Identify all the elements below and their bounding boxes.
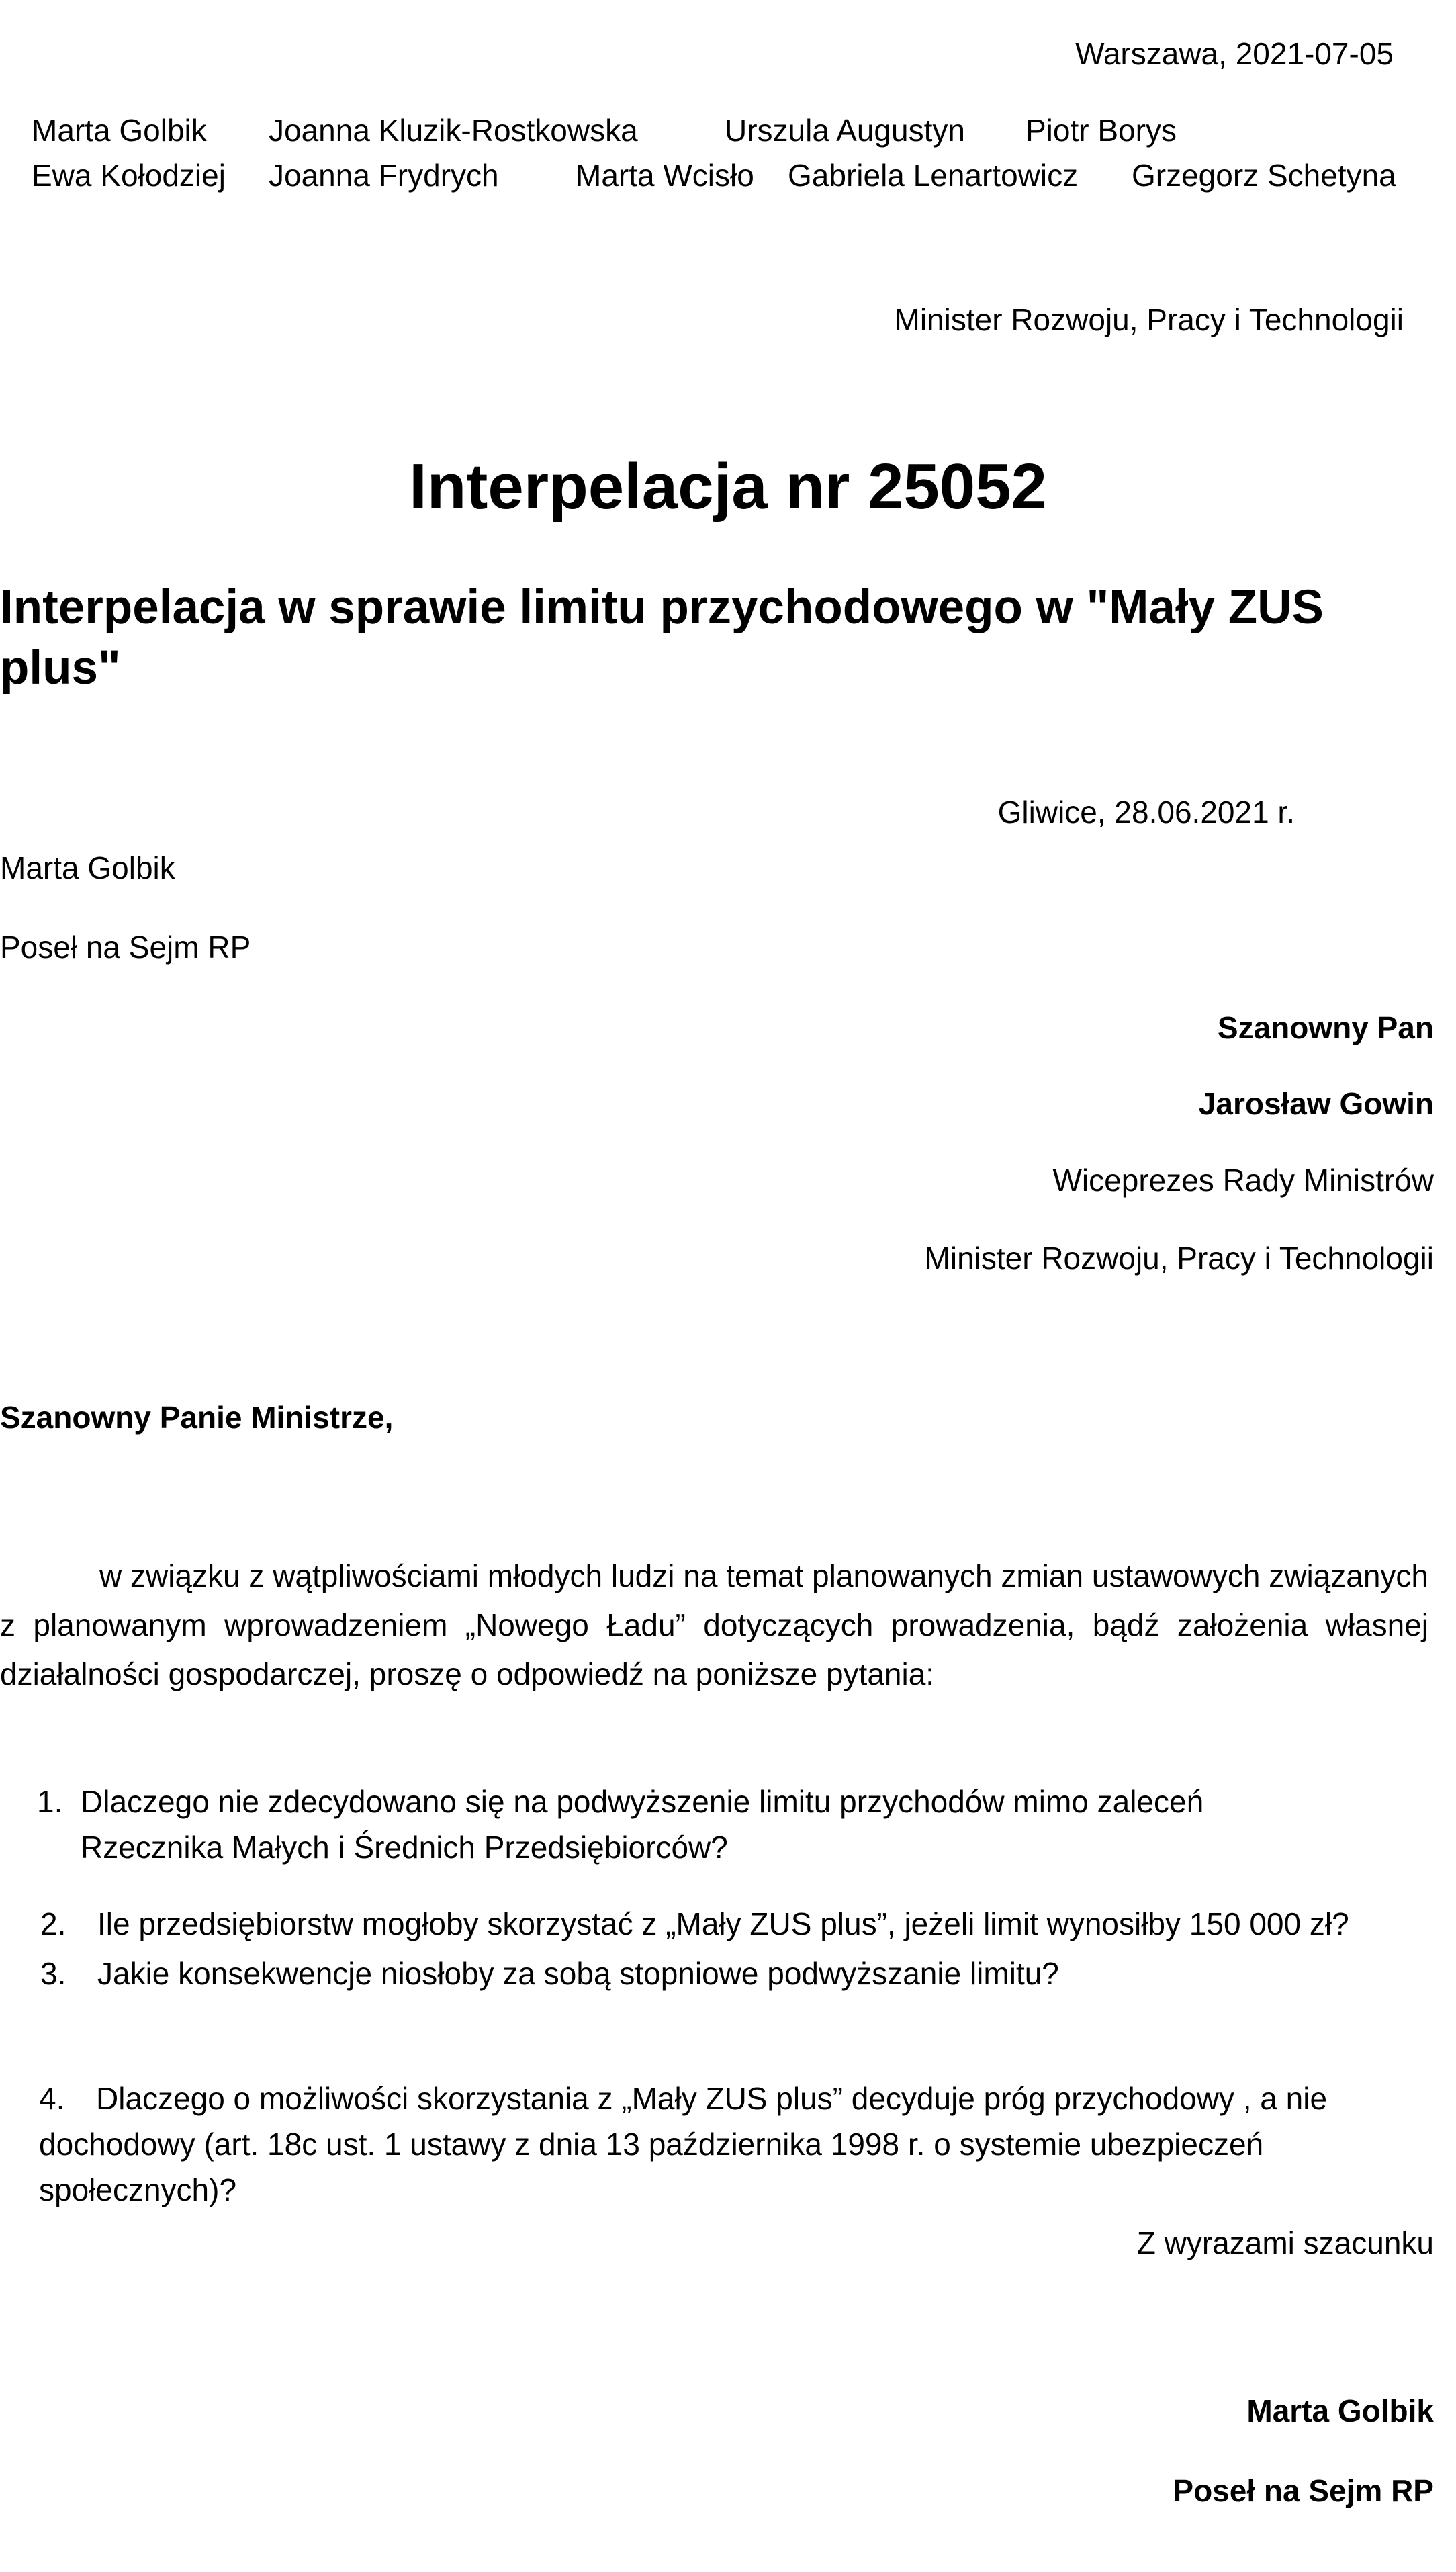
question-text: Jakie konsekwencje niosłoby za sobą stopniowe podwyższanie limitu? — [97, 1956, 1059, 1991]
question-number: 4. — [39, 2081, 65, 2116]
question-text: Dlaczego o możliwości skorzystania z „Mały ZUS plus” decyduje próg przychodowy , a nie — [96, 2081, 1328, 2116]
question-text: społecznych)? — [39, 2172, 237, 2207]
sender-name: Marta Golbik — [0, 850, 175, 885]
header-place-date: Warszawa, 2021-07-05 — [1075, 36, 1394, 71]
recipient-salutation: Szanowny Pan — [1217, 1010, 1434, 1045]
page-title: Interpelacja nr 25052 — [409, 451, 1047, 523]
recipient-role: Wiceprezes Rady Ministrów — [1052, 1163, 1434, 1198]
question-number: 3. — [40, 1956, 66, 1991]
author-name: Joanna Kluzik-Rostkowska — [269, 113, 638, 148]
author-name: Urszula Augustyn — [725, 113, 965, 148]
signature-name: Marta Golbik — [1246, 2393, 1434, 2428]
author-name: Grzegorz Schetyna — [1132, 158, 1396, 193]
addressee: Minister Rozwoju, Pracy i Technologii — [894, 302, 1404, 337]
greeting: Szanowny Panie Ministrze, — [0, 1400, 394, 1435]
author-name: Marta Golbik — [32, 113, 207, 148]
recipient-name: Jarosław Gowin — [1198, 1086, 1434, 1121]
author-name: Piotr Borys — [1026, 113, 1177, 148]
author-name: Joanna Frydrych — [269, 158, 499, 193]
closing: Z wyrazami szacunku — [1136, 2225, 1434, 2260]
author-name: Marta Wcisło — [576, 158, 754, 193]
author-name: Gabriela Lenartowicz — [788, 158, 1079, 193]
question-text: dochodowy (art. 18c ust. 1 ustawy z dnia 13 października 1998 r. o systemie ubezpieczeń — [39, 2127, 1264, 2162]
question-number: 1. — [37, 1784, 63, 1819]
question-text: Rzecznika Małych i Średnich Przedsiębiorców? — [81, 1830, 728, 1865]
recipient-role: Minister Rozwoju, Pracy i Technologii — [924, 1241, 1434, 1276]
letter-place-date: Gliwice, 28.06.2021 r. — [997, 795, 1295, 830]
question-number: 2. — [40, 1906, 66, 1941]
author-name: Ewa Kołodziej — [32, 158, 226, 193]
question-text: Dlaczego nie zdecydowano się na podwyższenie limitu przychodów mimo zaleceń — [81, 1784, 1204, 1819]
sender-role: Poseł na Sejm RP — [0, 930, 251, 965]
question-text: Ile przedsiębiorstw mogłoby skorzystać z „Mały ZUS plus”, jeżeli limit wynosiłby 150 000 zł? — [97, 1906, 1349, 1941]
intro-paragraph: w związku z wątpliwościami młodych ludzi na temat planowanych zmian ustawowych związanych z planowanym wprowadzeniem „Nowego Ładu” dotyczących prowadzenia, bądź założenia własnej działalności gospodarczej, proszę o odpowiedź na poniższe pytania: — [0, 1558, 1428, 1691]
page-subtitle: Interpelacja w sprawie limitu przychodowego w "Mały ZUS plus" — [0, 581, 1324, 695]
signature-role: Poseł na Sejm RP — [1173, 2473, 1434, 2508]
